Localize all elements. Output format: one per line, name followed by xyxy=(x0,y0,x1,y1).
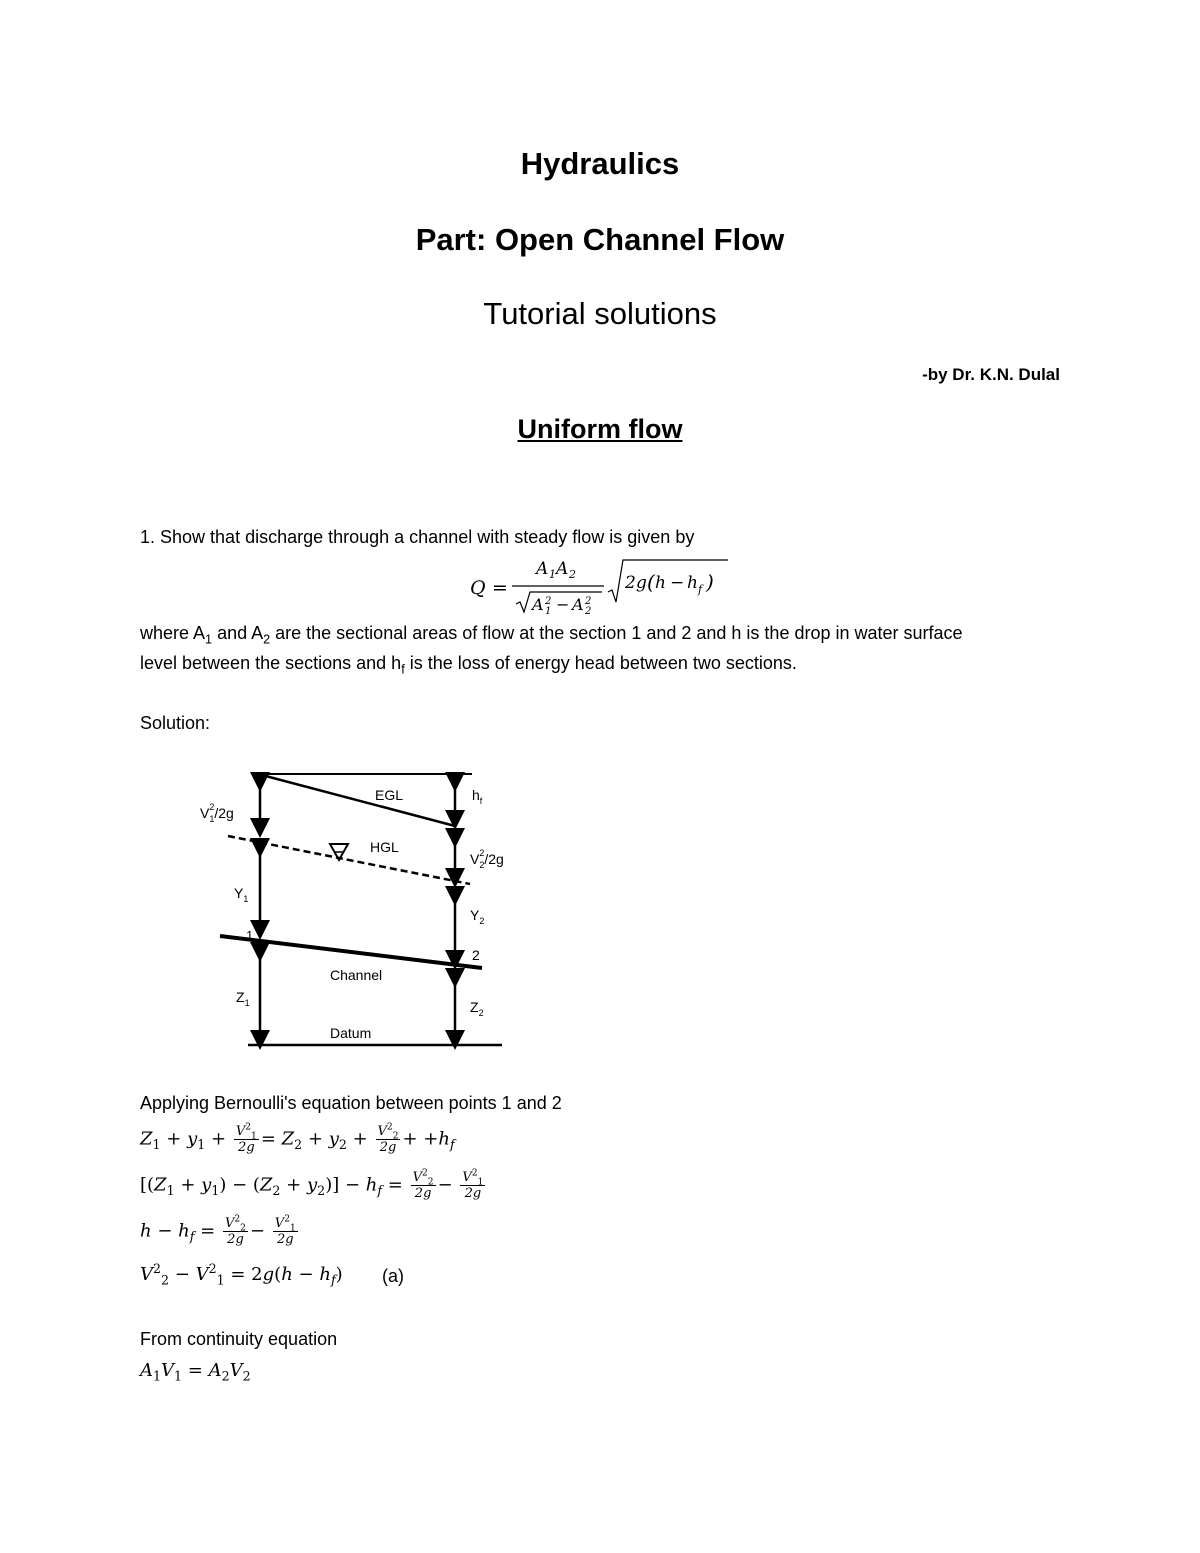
section-heading: Uniform flow xyxy=(517,414,683,444)
part-heading: Part: Open Channel Flow xyxy=(415,222,785,257)
equation-label-a: (a) xyxy=(382,1266,404,1286)
svg-text:(: ( xyxy=(647,570,655,594)
svg-text:−: − xyxy=(670,573,685,593)
desc-sub: 2 xyxy=(263,632,271,647)
point-1-label: 1 xyxy=(246,928,254,943)
svg-text:): ) xyxy=(706,570,714,594)
equation-3: $h - h_f$ = $\frac{V^2_2}{2g}$ − $\frac{V^2_1}{2g}$ xyxy=(140,1214,296,1247)
svg-text:1: 1 xyxy=(549,568,556,581)
svg-text:A: A xyxy=(572,595,584,614)
hf-label: $h_f$ xyxy=(472,787,483,806)
channel-label: Channel xyxy=(330,967,383,983)
document-title: Hydraulics xyxy=(520,146,680,181)
svg-text:=: = xyxy=(492,577,508,599)
author-line: -by Dr. K.N. Dulal xyxy=(922,365,1060,384)
svg-text:h: h xyxy=(655,573,666,593)
hgl-label: HGL xyxy=(370,839,399,855)
desc-text: level between the sections and h xyxy=(140,653,402,673)
svg-text:g: g xyxy=(636,573,647,593)
point-2-label: 2 xyxy=(472,947,480,963)
svg-text:2: 2 xyxy=(585,606,592,617)
v1-head-label: $V_12/2g$ xyxy=(200,802,234,824)
problem-description xyxy=(140,618,1070,678)
svg-text:A: A xyxy=(532,595,544,614)
energy-line-diagram xyxy=(190,760,520,1060)
y1-label: $Y_1$ xyxy=(234,885,249,904)
desc-text: and A xyxy=(212,623,264,643)
discharge-formula-svg xyxy=(470,556,740,618)
y2-label: $Y_2$ xyxy=(470,907,485,926)
z2-label: $Z_2$ xyxy=(470,999,484,1018)
equation-4: $V^2_2 - V^2_1 = 2g(h - h_f)$ xyxy=(140,1261,343,1288)
equation-continuity: $A_1V_1 = A_2V_2$ xyxy=(140,1360,251,1384)
svg-text:2: 2 xyxy=(545,596,552,607)
problem-statement: 1. Show that discharge through a channel with steady flow is given by xyxy=(140,527,695,547)
svg-text:2: 2 xyxy=(569,568,576,581)
equation-2: $[(Z_1 + y_1) - (Z_2 + y_2)] - h_f$ = $\frac{V^2_2}{2g}$ − $\frac{V^2_1}{2g}$ xyxy=(140,1168,484,1201)
solution-label: Solution: xyxy=(140,713,211,733)
svg-text:−: − xyxy=(556,595,570,614)
svg-text:A: A xyxy=(556,559,569,579)
egl-line xyxy=(258,774,455,826)
v2-head-label: $V_22/2g$ xyxy=(470,848,504,870)
section-heading-wrap xyxy=(0,414,1200,445)
subtitle: Tutorial solutions xyxy=(483,296,717,331)
svg-text:A: A xyxy=(536,559,549,579)
desc-text: are the sectional areas of flow at the section 1 and 2 and h is the drop in water surface xyxy=(270,623,963,643)
desc-text: where A xyxy=(140,623,206,643)
equation-1: $Z_1 + y_1$ + $\frac{V^2_1}{2g}$ = $Z_2 + y_2$ + $\frac{V^2_2}{2g}$ + $+h_f$ xyxy=(140,1122,455,1155)
continuity-intro: From continuity equation xyxy=(140,1329,338,1349)
discharge-formula xyxy=(470,556,740,616)
datum-label: Datum xyxy=(330,1025,372,1041)
desc-sub: 1 xyxy=(205,632,213,647)
svg-text:2: 2 xyxy=(585,596,592,607)
bernoulli-intro: Applying Bernoulli's equation between points 1 and 2 xyxy=(140,1093,562,1113)
desc-text: is the loss of energy head between two sections. xyxy=(404,653,797,673)
svg-text:h: h xyxy=(687,573,698,593)
z1-label: $Z_1$ xyxy=(236,989,250,1008)
egl-label: EGL xyxy=(375,787,404,803)
svg-text:2: 2 xyxy=(625,573,636,593)
desc-sub: f xyxy=(401,662,405,677)
svg-text:Q: Q xyxy=(470,577,486,599)
svg-text:1: 1 xyxy=(545,606,552,617)
svg-text:f: f xyxy=(698,583,703,596)
